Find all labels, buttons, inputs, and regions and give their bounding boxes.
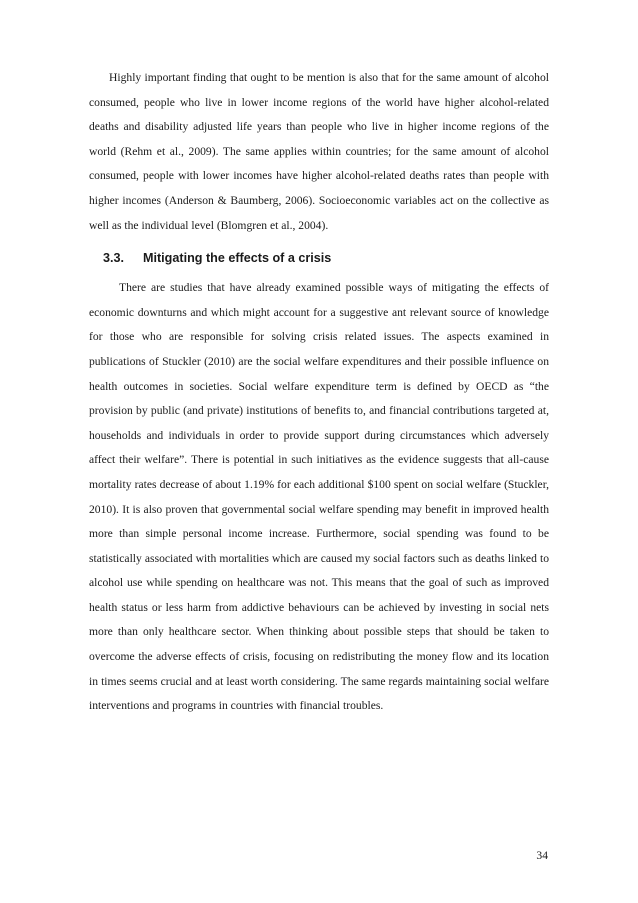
section-heading [89, 246, 549, 270]
section-title: Mitigating the effects of a crisis [143, 251, 332, 266]
section-number: 3.3. [103, 251, 125, 266]
document-page [89, 66, 549, 719]
page-number: 34 [536, 849, 548, 862]
paragraph-mitigating-crisis: There are studies that have already examined possible ways of mitigating the effects of economic downturns and which might account for a suggestive ant relevant source of knowledge for those who are responsible for solving crisis related issues. The aspects examined in publications of Stuckler (2010) are the social welfare expenditures and their possible influence on health outcomes in societies. Social welfare expenditure term is defined by OECD as “the provision by public (and private) institutions of benefits to, and financial contributions targeted at, households and individuals in order to provide support during circumstances which adversely affect their welfare”. There is potential in such initiatives as the evidence suggests that all-cause mortality rates decrease of about 1.19% for each additional $100 spent on social welfare (Stuckler, 2010). It is also proven that governmental social welfare spending may benefit in improved health more than simple personal income increase. Furthermore, social spending was found to be statistically associated with mortalities which are caused my social factors such as deaths linked to alcohol use while spending on healthcare was not. This means that the goal of such as improved health status or less harm from addictive behaviours can be achieved by investing in social nets more than only healthcare sector. When thinking about possible steps that should be taken to overcome the adverse effects of crisis, focusing on redistributing the money flow and its location in times seems crucial and at least worth considering. The same regards maintaining social welfare interventions and programs in countries with financial troubles. [89, 281, 549, 713]
paragraph-alcohol-income: Highly important finding that ought to be mention is also that for the same amount of alcohol consumed, people who live in lower income regions of the world have higher alcohol-related deaths and disability adjusted life years than people who live in higher income regions of the world (Rehm et al., 2009). The same applies within countries; for the same amount of alcohol consumed, people with lower incomes have higher alcohol-related deaths rates than people with higher incomes (Anderson & Baumberg, 2006). Socioeconomic variables act on the collective as well as the individual level (Blomgren et al., 2004). [89, 71, 549, 232]
